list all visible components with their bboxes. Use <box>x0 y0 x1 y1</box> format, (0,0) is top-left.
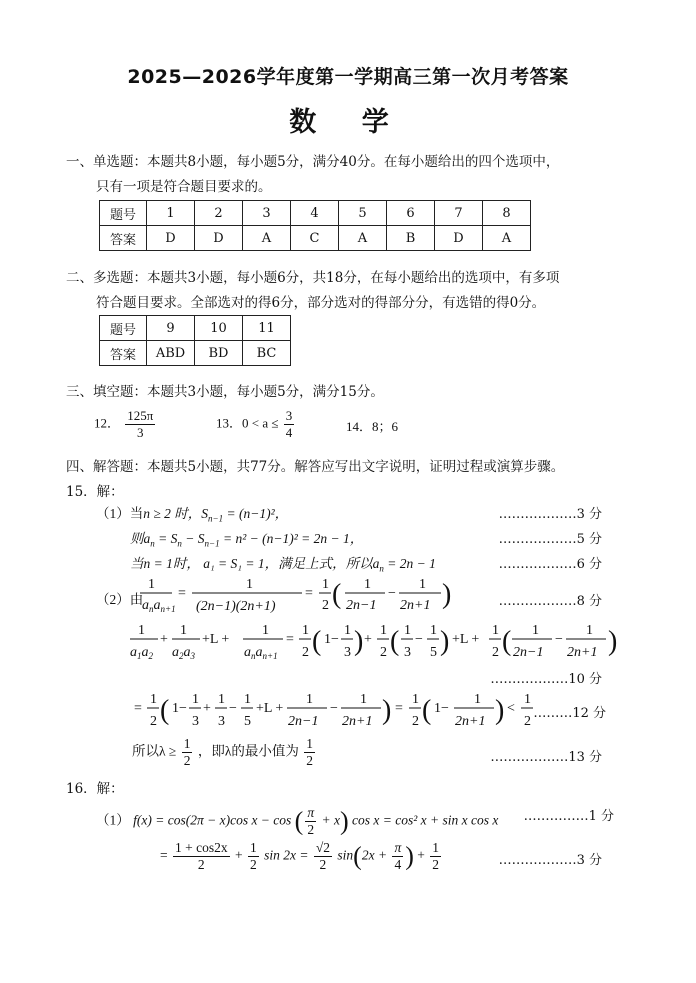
frac-num: 1 <box>244 692 251 707</box>
frac-den: 5 <box>430 645 437 660</box>
frac-num: 1 <box>306 692 313 707</box>
frac-num: 1 <box>364 577 371 592</box>
frac-num: 1 <box>524 692 531 707</box>
score-mark: ………………5 分 <box>498 532 602 547</box>
answer-cell: D <box>147 226 195 251</box>
answer-cell: A <box>243 226 291 251</box>
frac-num: 1 <box>150 692 157 707</box>
question-number: 4 <box>291 201 339 226</box>
equals: = <box>134 701 142 716</box>
fraction <box>392 840 403 873</box>
fraction <box>314 840 332 873</box>
frac-num: 1 <box>183 736 191 751</box>
score-mark: ………………10 分 <box>490 672 602 687</box>
term: 1− <box>434 701 449 716</box>
math-expr: 2x + <box>361 847 388 863</box>
frac-num: 1 <box>360 692 367 707</box>
question-number: 5 <box>339 201 387 226</box>
score-mark: ………………6 分 <box>498 557 602 572</box>
frac-num: 1 <box>344 623 351 638</box>
section4-intro: 四、解答题：本题共5小题，共77分。解答应写出文字说明，证明过程或演算步骤。 <box>66 459 565 475</box>
paren: ) <box>440 626 450 657</box>
score-mark: ………………13 分 <box>490 750 602 765</box>
q12-denominator: 3 <box>137 425 144 440</box>
answer-cell: D <box>435 226 483 251</box>
frac-den: 2 <box>524 714 531 729</box>
frac-den: 2 <box>322 598 329 613</box>
frac-den: 5 <box>244 714 251 729</box>
frac-num: 1 <box>419 577 426 592</box>
answer-cell: D <box>195 226 243 251</box>
frac-num: 1 <box>532 623 539 638</box>
score-mark: ………………3 分 <box>498 853 602 868</box>
section3-intro: 三、填空题：本题共3小题，每小题5分，满分15分。 <box>66 384 384 400</box>
minus: − <box>555 632 563 647</box>
frac-den: 2 <box>432 857 439 872</box>
math-expr: = S <box>154 531 178 546</box>
plus-ellipsis: +L + <box>256 701 284 716</box>
frac-num: 1 <box>404 623 411 638</box>
plus: + <box>203 701 211 716</box>
paren: ) <box>608 626 618 657</box>
q14-answer: 14．8；6 <box>346 419 399 434</box>
minus: − <box>415 632 423 647</box>
equals: = <box>286 632 294 647</box>
frac-den: 3 <box>404 645 411 660</box>
plus: + <box>417 847 425 863</box>
section1-intro-line1: 一、单选题：本题共8小题，每小题5分，满分40分。在每小题给出的四个选项中， <box>66 154 560 170</box>
frac-den: 2n+1 <box>342 714 373 729</box>
frac-den: 3 <box>218 714 225 729</box>
answer-cell: ABD <box>147 341 195 366</box>
section2-intro-line1: 二、多选题：本题共3小题，每小题6分，共18分，在每小题给出的选项中，有多项 <box>66 270 560 286</box>
subject-title: 数 学 <box>289 107 407 138</box>
question-number: 2 <box>195 201 243 226</box>
less-than: < <box>507 701 515 716</box>
frac-num: 1 <box>492 623 499 638</box>
row-label: 题号 <box>100 201 147 226</box>
frac-num: 1 <box>586 623 593 638</box>
math-expr: 则a <box>130 531 151 546</box>
row-label: 答案 <box>100 341 147 366</box>
frac-num: 1 <box>412 692 419 707</box>
frac-num: 1 <box>474 692 481 707</box>
question-number: 8 <box>483 201 531 226</box>
q13-denominator: 4 <box>285 425 293 440</box>
question-number: 9 <box>147 316 195 341</box>
math-expr: f(x) = cos(2π − x)cos x − cos <box>133 812 292 828</box>
plus: + <box>160 632 168 647</box>
frac-num: 1 <box>192 692 199 707</box>
paren: ) <box>495 695 505 726</box>
q15-part1-line2: 则$a_n = S_n - S_{n-1} = n^2 - (n-1)^2 = 2n - 1$， <box>130 531 364 549</box>
frac-num: 1 <box>148 577 155 592</box>
q13-label: 13．0 < a ≤ <box>216 415 279 431</box>
frac-den: 3 <box>192 714 199 729</box>
frac-num: 1 <box>432 840 439 855</box>
paren: ( <box>422 695 432 726</box>
frac-num: 1 <box>306 736 314 751</box>
plus: + <box>364 632 372 647</box>
answer-cell: C <box>291 226 339 251</box>
answer-cell: B <box>387 226 435 251</box>
frac-num: 1 + cos2x <box>175 840 228 855</box>
answer-cell: A <box>339 226 387 251</box>
frac-den: $a_na_{n+1}$ <box>142 598 176 614</box>
q12-label: 12． <box>94 415 121 431</box>
term: 1− <box>324 632 339 647</box>
fraction <box>430 840 441 873</box>
frac-num: 1 <box>430 623 437 638</box>
plus-ellipsis: +L + <box>452 632 480 647</box>
math-expr: sin 2x = <box>264 847 309 863</box>
math-expr: sin <box>337 847 354 863</box>
section1-intro-line2: 只有一项是符合题目要求的。 <box>96 179 272 195</box>
frac-num: 1 <box>380 623 387 638</box>
part-label: （1） <box>96 812 130 828</box>
math-expr: = n² − (n−1)² = 2n − 1， <box>219 531 364 546</box>
equals: = <box>395 701 403 716</box>
frac-den: $a_na_{n+1}$ <box>244 645 278 661</box>
conclusion-text: 所以λ ≥ <box>132 743 177 759</box>
score-mark: ………………8 分 <box>498 594 602 609</box>
question-number: 1 <box>147 201 195 226</box>
frac-num: √2 <box>315 840 331 855</box>
frac-den: 2 <box>249 857 257 872</box>
paren: ) <box>442 579 452 610</box>
q15-part2-label: （2）由 <box>96 592 144 607</box>
frac-num: 1 <box>249 840 257 855</box>
frac-num: 1 <box>302 623 309 638</box>
frac-num: 1 <box>180 623 187 638</box>
row-label: 题号 <box>100 316 147 341</box>
question-number: 7 <box>435 201 483 226</box>
math-expr: = 2n − 1 <box>383 556 436 571</box>
frac-den: 2 <box>306 753 314 768</box>
math-expr: − S <box>181 531 205 546</box>
frac-den: 2n+1 <box>567 645 598 660</box>
row-label: 答案 <box>100 226 147 251</box>
q15-part1-line3: 当n = 1时， a₁ = S₁ = 1，满足上式，所以$a_n = 2n - 1$ <box>130 556 436 574</box>
paren: ( <box>502 626 512 657</box>
frac-den: $a_1a_2$ <box>130 645 153 661</box>
conclusion-text: ，即λ的最小值为 <box>197 743 299 759</box>
minus: − <box>229 701 237 716</box>
q16-part1-line2: = $\frac{1 + \cos 2x}{2}$ + $\frac{1}{2}$ sin 2x = $\frac{√2}{2}$ sin(2x + $\frac{\pi}{4}$ ) + $\frac{1}{2}$ <box>160 840 439 872</box>
half-fraction <box>304 736 315 769</box>
frac-den: 2 <box>492 645 499 660</box>
question-number: 10 <box>195 316 243 341</box>
page-title: 2025—2026学年度第一学期高三第一次月考答案 <box>127 66 569 88</box>
frac-num: π <box>394 840 402 855</box>
fraction <box>173 840 230 873</box>
frac-den: 3 <box>344 645 351 660</box>
term: 1− <box>172 701 187 716</box>
q12-numerator: 125π <box>127 408 154 423</box>
answer-cell: BC <box>243 341 291 366</box>
minus: − <box>388 586 396 601</box>
math-expr: 当n = 1时， a₁ = S₁ = 1，满足上式，所以a <box>130 556 380 571</box>
question-number: 6 <box>387 201 435 226</box>
equals: = <box>160 847 168 863</box>
frac-den: 4 <box>394 857 402 872</box>
answer-cell: A <box>483 226 531 251</box>
plus-ellipsis: +L + <box>202 632 230 647</box>
frac-num: 1 <box>262 623 269 638</box>
paren: ( <box>332 579 342 610</box>
math-expr: = (n−1)²， <box>223 506 289 521</box>
frac-den: $a_2a_3$ <box>172 645 195 661</box>
q15-part1-line1: （1）当n ≥ 2 时，$S_{n-1} = (n-1)^2$， <box>96 506 289 524</box>
frac-den: 2 <box>302 645 309 660</box>
frac-num: 1 <box>138 623 145 638</box>
frac-den: 2 <box>197 857 205 872</box>
pi-half-fraction: $\frac{\pi}{2}$ <box>307 805 315 837</box>
score-mark: ………12 分 <box>533 706 606 721</box>
frac-den: 2n−1 <box>346 598 377 613</box>
paren: ( <box>160 695 170 726</box>
paren: ( <box>390 626 400 657</box>
frac-num: 1 <box>322 577 329 592</box>
frac-den: 2 <box>319 857 327 872</box>
frac-den: 2 <box>150 714 157 729</box>
q15-conclusion <box>132 736 317 769</box>
score-mark: ………………3 分 <box>498 507 602 522</box>
equals: = <box>305 586 313 601</box>
minus: − <box>330 701 338 716</box>
q13-numerator: 3 <box>285 408 293 423</box>
paren: ) <box>354 626 364 657</box>
frac-den: 2 <box>412 714 419 729</box>
frac-num: 1 <box>218 692 225 707</box>
frac-den: 2n−1 <box>513 645 544 660</box>
frac-den: 2n+1 <box>455 714 486 729</box>
paren: ( <box>312 626 322 657</box>
answer-cell: BD <box>195 341 243 366</box>
frac-den: 2 <box>183 753 191 768</box>
paren: ) <box>382 695 392 726</box>
score-mark: ……………1 分 <box>523 809 614 824</box>
equals: = <box>178 586 186 601</box>
q16-part1: （1） f(x) = cos(2π − x)cos x − cos ( $\frac{\pi}{2}$ + x) cos x = cos² x + sin x cos x <box>96 805 499 837</box>
frac-num: 1 <box>246 577 253 592</box>
q16-heading: 16．解： <box>66 781 124 797</box>
section2-intro-line2: 符合题目要求。全部选对的得6分，部分选对的得部分分，有选错的得0分。 <box>96 295 546 311</box>
frac-den: 2 <box>380 645 387 660</box>
frac-den: (2n−1)(2n+1) <box>196 599 276 614</box>
math-expr: n ≥ 2 时，S <box>143 506 209 521</box>
math-expr: cos x = cos² x + sin x cos x <box>352 812 499 828</box>
fraction <box>248 840 259 873</box>
frac-den: 2n+1 <box>400 598 431 613</box>
q15-heading: 15．解： <box>66 484 124 500</box>
question-number: 3 <box>243 201 291 226</box>
half-fraction <box>182 736 193 769</box>
frac-den: 2n−1 <box>288 714 319 729</box>
part-label: （1）当 <box>96 506 144 521</box>
question-number: 11 <box>243 316 291 341</box>
plus: + <box>234 847 243 863</box>
